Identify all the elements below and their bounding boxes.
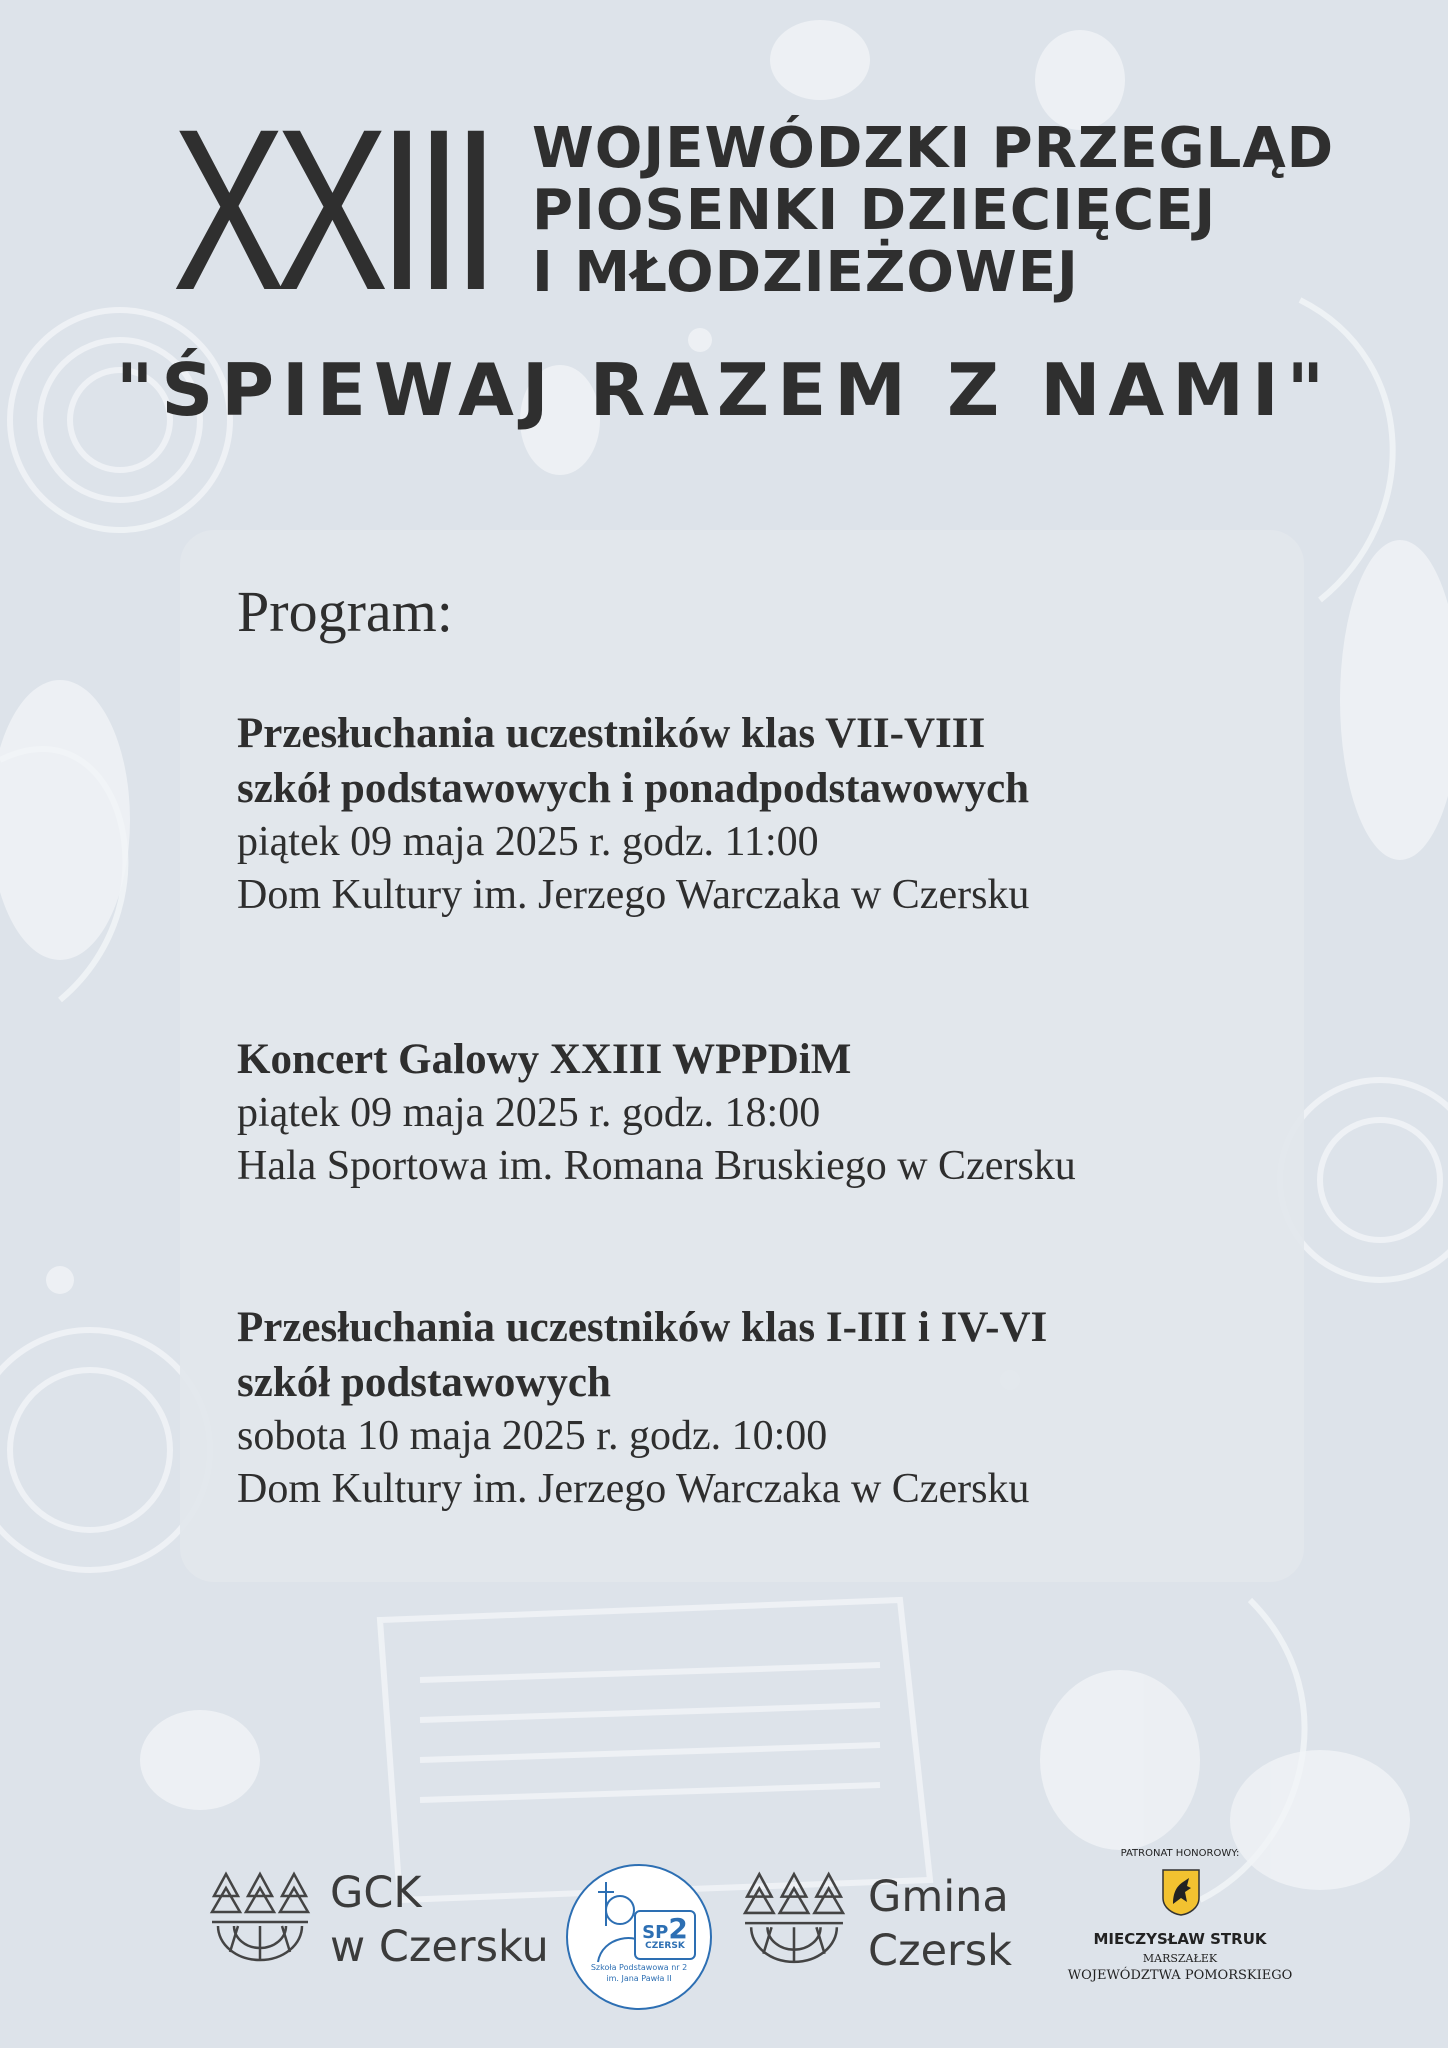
program-event <box>237 706 1277 922</box>
edition-roman-numeral: XXIII <box>172 81 490 338</box>
school-name-line: Szkoła Podstawowa nr 2 <box>590 1963 688 1972</box>
event-place: Dom Kultury im. Jerzego Warczaka w Czersku <box>237 1466 1030 1512</box>
event-title: Przesłuchania uczestników klas I-III i IV-VI <box>237 1304 1048 1351</box>
patron-label: PATRONAT HONOROWY: <box>1120 1848 1240 1859</box>
forest-wheel-logo-icon <box>208 1866 312 1966</box>
event-title: szkół podstawowych i ponadpodstawowych <box>237 765 1030 812</box>
patron-role: MARSZAŁEK <box>1142 1952 1218 1965</box>
patron-region: WOJEWÓDZTWA POMORSKIEGO <box>1067 1968 1293 1983</box>
badge-number: 2 <box>668 1912 688 1945</box>
event-title: Przesłuchania uczestników klas VII-VIII <box>237 710 986 757</box>
festival-slogan: "ŚPIEWAJ RAZEM Z NAMI" <box>115 348 1333 432</box>
program-event <box>237 1300 1277 1516</box>
forest-wheel-logo-icon <box>740 1866 848 1968</box>
badge-city: CZERSK <box>645 1941 685 1951</box>
gck-logo-text <box>330 1866 549 1974</box>
school-name <box>568 1962 710 1984</box>
title-line: PIOSENKI DZIECIĘCEJ <box>532 178 1217 243</box>
event-title: szkół podstawowych <box>237 1359 611 1406</box>
gmina-location: Czersk <box>868 1926 1013 1976</box>
sp2-badge <box>634 1910 696 1960</box>
gck-name: GCK <box>330 1868 422 1918</box>
program-event <box>237 1032 1277 1193</box>
school-name-line: im. Jana Pawła II <box>606 1974 672 1983</box>
event-date: sobota 10 maja 2025 r. godz. 10:00 <box>237 1413 828 1459</box>
gmina-name: Gmina <box>868 1872 1009 1922</box>
program-heading: Program: <box>237 579 453 644</box>
school-emblem-icon <box>566 1864 712 2010</box>
event-date: piątek 09 maja 2025 r. godz. 18:00 <box>237 1090 821 1136</box>
gck-location: w Czersku <box>330 1922 549 1972</box>
griffin-crest-icon <box>1161 1868 1201 1916</box>
festival-title <box>532 118 1392 304</box>
title-line: WOJEWÓDZKI PRZEGLĄD <box>532 116 1335 181</box>
badge-sp: SP <box>642 1922 669 1943</box>
title-line: I MŁODZIEŻOWEJ <box>532 240 1079 305</box>
gmina-logo-text <box>868 1870 1012 1978</box>
event-date: piątek 09 maja 2025 r. godz. 11:00 <box>237 819 819 865</box>
event-title: Koncert Galowy XXIII WPPDiM <box>237 1036 852 1083</box>
patron-name: MIECZYSŁAW STRUK <box>1093 1930 1267 1948</box>
event-place: Hala Sportowa im. Romana Bruskiego w Czersku <box>237 1143 1076 1189</box>
event-place: Dom Kultury im. Jerzego Warczaka w Czersku <box>237 872 1030 918</box>
